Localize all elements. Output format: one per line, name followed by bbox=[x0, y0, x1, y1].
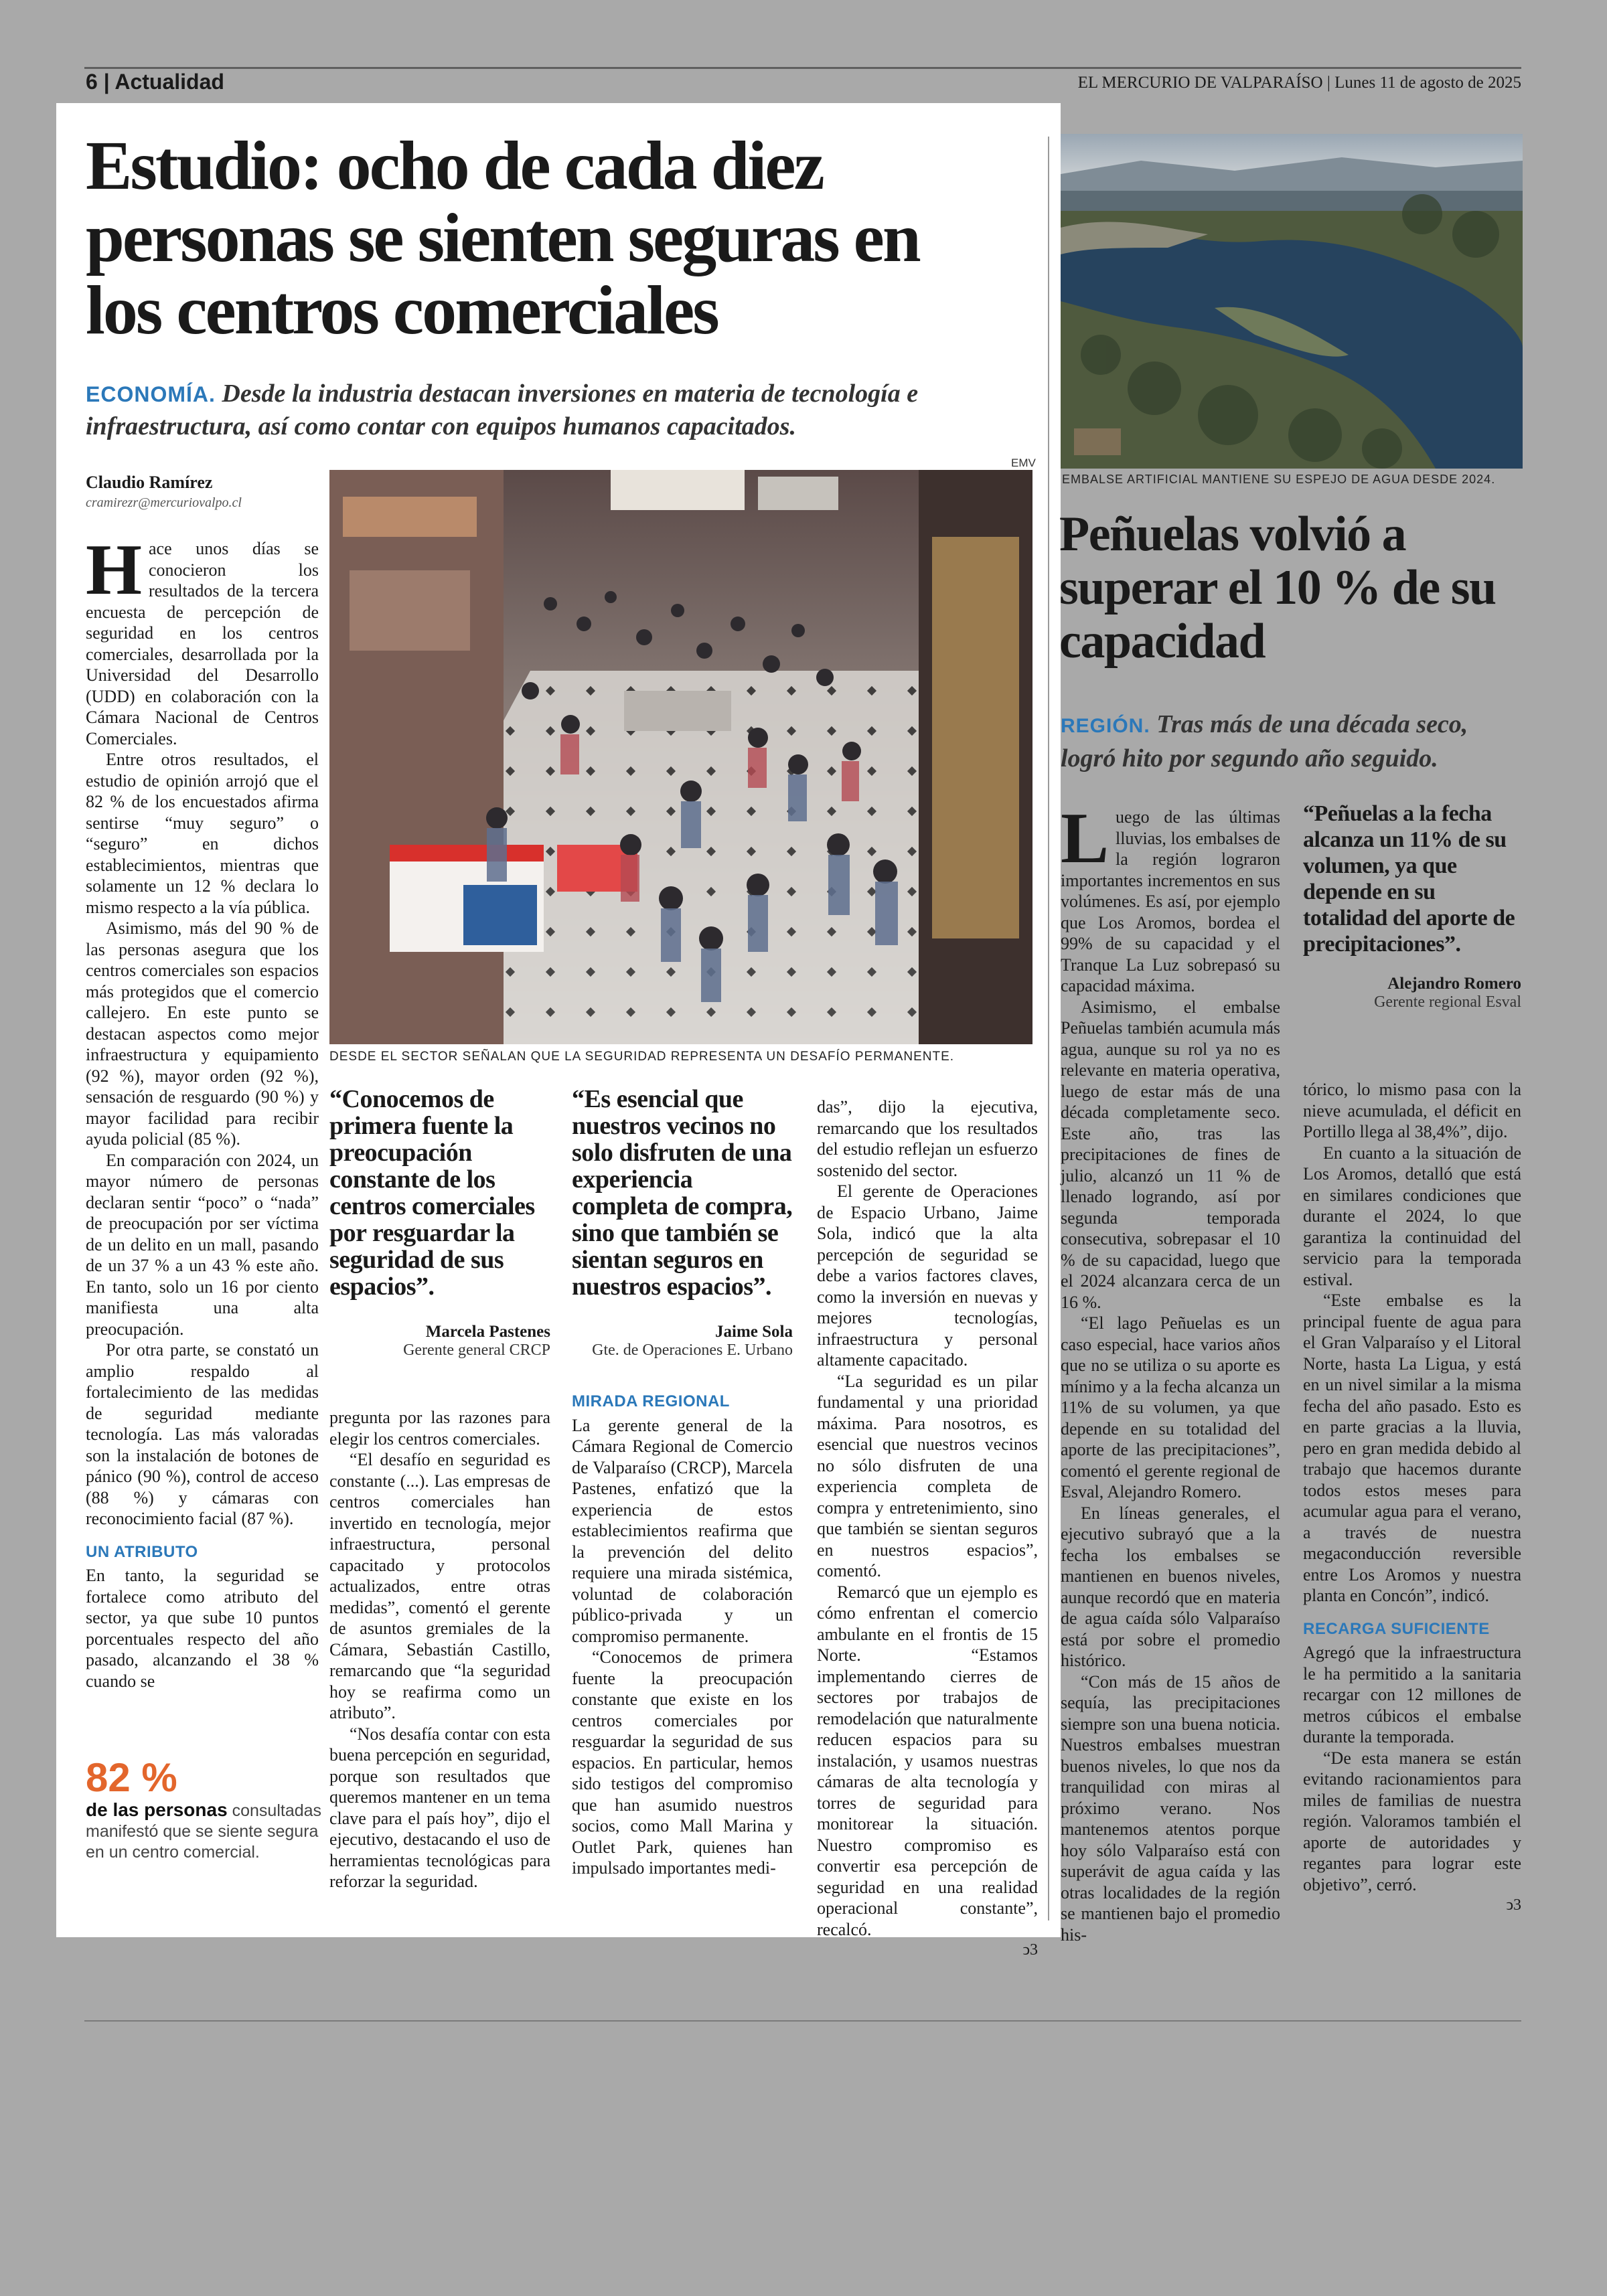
main-paragraph: Asimismo, más del 90 % de las personas asegura que los centros comerciales son espacios más protegidos que el comercio callejero. En este punto se destacan aspectos como mejor infraestructura y equipamiento (92 %), mayor orden (92 %), sensación de resguardo (90 %) y mayor facilidad para recibir ayuda policial (85 %). bbox=[86, 918, 319, 1149]
pull-quote-text: “Conocemos de primera fuente la preocupación constante de los centros comerciales por resguardar la seguridad de sus espacios”. bbox=[329, 1085, 535, 1301]
column-divider bbox=[1048, 137, 1049, 1920]
main-paragraph: “Conocemos de primera fuente la preocupación constante que existe en los centros comerciales por resguardar la seguridad de sus espacios. En particular, hemos sido testigos del compromiso que han asumido nuestros socios, como Mall Marina y Outlet Park, quienes han impulsado importantes medi- bbox=[572, 1647, 793, 1878]
main-paragraph: Entre otros resultados, el estudio de opinión arrojó que el 82 % de los encuestados afirma sentirse “muy seguro” o “seguro” en dichos establecimientos, mientras que solamente un 12 % declara lo mismo respecto a la vía pública. bbox=[86, 750, 319, 917]
main-lead bbox=[86, 378, 1023, 442]
side-headline: Peñuelas volvió a superar el 10 % de su capacidad bbox=[1059, 507, 1496, 669]
side-pull-quote-text: “Peñuelas a la fecha alcanza un 11% de su volumen, ya que depende en su totalidad del aporte de precipitaciones”. bbox=[1303, 801, 1515, 957]
folio-separator: | bbox=[103, 70, 115, 94]
side-end-mark: ↄ3 bbox=[1506, 1896, 1521, 1914]
main-article bbox=[56, 103, 1061, 1959]
main-paragraph: “Nos desafía contar con esta buena percepción en seguridad, porque son resultados que queremos mantener en un tema clave para el país hoy”, dijo el ejecutivo, destacando el uso de herramientas tecnológicas para reforzar la seguridad. bbox=[329, 1724, 550, 1891]
side-paragraph: En cuanto a la situación de Los Aromos, detalló que está en similares condiciones que durante el 2024, lo que garantiza la continuidad del servicio para la temporada estival. bbox=[1303, 1143, 1521, 1289]
side-paragraph: Agregó que la infraestructura le ha permitido a la sanitaria recargar con 12 millones de metros cúbicos el embalse durante la temporada. bbox=[1303, 1643, 1521, 1746]
side-paragraph: tórico, lo mismo pasa con la nieve acumulada, el déficit en Portillo llega al 38,4%”, dijo. bbox=[1303, 1080, 1521, 1141]
author-name: Claudio Ramírez bbox=[86, 473, 213, 492]
main-paragraph: Por otra parte, se constató un amplio respaldo al fortalecimiento de las medidas de seguridad mediante tecnología. Las más valoradas son la instalación de botones de pánico (90 %), control de acceso (88 %) y cámaras con reconocimiento facial (87 %). bbox=[86, 1340, 319, 1528]
side-paragraph: uego de las últimas lluvias, los embalses de la región lograron importantes incrementos en sus volúmenes. Es así, por ejemplo que Los Aromos, bordea el 99% de su capacidad y el Tranque La Luz sobrepasó su capacidad máxima. bbox=[1061, 807, 1280, 995]
side-paragraph: En líneas generales, el ejecutivo subrayó que a la fecha los embalses se mantienen en buenos niveles, aunque recordó que en materia de agua caída sólo Valparaíso está por sobre el promedio histórico. bbox=[1061, 1503, 1280, 1670]
side-pull-quote bbox=[1303, 801, 1521, 1011]
main-paragraph: das”, dijo la ejecutiva, remarcando que los resultados del estudio reflejan un esfuerzo sostenido del sector. bbox=[817, 1097, 1038, 1180]
photo-credit: EMV bbox=[1011, 457, 1036, 469]
reservoir-aerial-image bbox=[1061, 134, 1523, 469]
side-paragraph: “Este embalse es la principal fuente de agua para el Gran Valparaíso y el Litoral Norte, hasta La Ligua, y está en un nivel similar a la misma fecha del año pasado. Esto es en parte gracias a la lluvia, pero en gran medida debido al trabajo que hacemos durante todos estos meses para acumular agua para el verano, a través de nuestra megaconducción reversible entre Los Aromos y nuestra planta en Concón”, indicó. bbox=[1303, 1291, 1521, 1605]
main-dropcap: H bbox=[86, 530, 143, 610]
masthead-line bbox=[1078, 74, 1521, 92]
mall-crowd-image bbox=[329, 470, 1032, 1044]
side-paragraph: “El lago Peñuelas es un caso especial, hace varios años que no se utiliza o su aporte es mínimo y a la fecha alcanza un 11% de su volumen, ya que depende en su totalidad del aporte de las precipitaciones”, comentó el gerente regional de Esval, Alejandro Romero. bbox=[1061, 1313, 1280, 1501]
main-paragraph: El gerente de Operaciones de Espacio Urbano, Jaime Sola, indicó que la alta percepción de seguridad se debe a varios factores claves, como la inversión en nuevas y mejores tecnologías, infraestructura y personal altamente capacitado. bbox=[817, 1181, 1038, 1370]
main-lead-text: Desde la industria destacan inversiones en materia de tecnología e infraestructura, así como contar con equipos humanos capacitados. bbox=[86, 380, 919, 440]
pull-quote-pastenes bbox=[329, 1086, 550, 1360]
main-kicker: ECONOMÍA. bbox=[86, 382, 216, 406]
masthead-separator: | bbox=[1326, 74, 1335, 92]
pull-quote-text: “Es esencial que nuestros vecinos no solo disfruten de una experiencia completa de compra, sino que también se sientan seguros en nuestros espacios”. bbox=[572, 1085, 793, 1301]
pull-quote-name: Marcela Pastenes bbox=[425, 1323, 550, 1341]
main-column-2 bbox=[329, 1407, 550, 1892]
main-column-4 bbox=[817, 1096, 1038, 1961]
main-headline: Estudio: ocho de cada diez personas se sienten seguras en los centros comerciales bbox=[86, 127, 919, 349]
side-kicker: REGIÓN. bbox=[1061, 715, 1150, 737]
page-number: 6 bbox=[86, 70, 98, 94]
side-dropcap: L bbox=[1061, 799, 1109, 878]
end-mark: ↄ3 bbox=[1022, 1941, 1038, 1959]
section-name: Actualidad bbox=[114, 70, 224, 94]
main-paragraph: La gerente general de la Cámara Regional de Comercio de Valparaíso (CRCP), Marcela Pastenes, enfatizó que la experiencia de estos establecimientos reafirma que la prevención del delito requiere una mirada sistémica, voluntad de colaboración público-privada y un compromiso permanente. bbox=[572, 1415, 793, 1646]
reservoir-photo bbox=[1061, 134, 1523, 469]
side-paragraph: “De esta manera se están evitando racionamientos para miles de familias de nuestra región. Valoramos también el aporte de autoridades y regantes para lograr este objetivo”, cerró. bbox=[1303, 1748, 1521, 1894]
side-lead-text: Tras más de una década seco, logró hito por segundo año seguido. bbox=[1061, 710, 1468, 772]
main-photo-caption: DESDE EL SECTOR SEÑALAN QUE LA SEGURIDAD REPRESENTA UN DESAFÍO PERMANENTE. bbox=[329, 1050, 955, 1064]
stat-text: consultadas manifestó que se siente segura en un centro comercial. bbox=[86, 1801, 322, 1862]
main-column-3 bbox=[572, 1391, 793, 1879]
side-pull-quote-name: Alejandro Romero bbox=[1387, 975, 1521, 993]
main-column-1 bbox=[86, 530, 319, 1692]
main-paragraph: En tanto, la seguridad se fortalece como atributo del sector, ya que sube 10 puntos porcentuales respecto del año pasado, alcanzando el 38 % cuando se bbox=[86, 1566, 319, 1691]
subhead-recarga-suficiente: RECARGA SUFICIENTE bbox=[1303, 1619, 1490, 1638]
side-lead bbox=[1061, 708, 1516, 774]
publication-name: EL MERCURIO DE VALPARAÍSO bbox=[1077, 74, 1323, 92]
side-pull-quote-role: Gerente regional Esval bbox=[1374, 993, 1521, 1011]
side-paragraph: Asimismo, el embalse Peñuelas también acumula más agua, aunque su rol ya no es relevante en materia operativa, luego de estar más de una década completamente seco. Este año, tras las precipitaciones de fines de julio, alcanzó un 11 % de llenado logrando, así por segunda temporada consecutiva, sobrepasar el 10 % de su capacidad, luego que el 2024 alcanzara cerca de un 16 %. bbox=[1061, 997, 1280, 1312]
subhead-mirada-regional: MIRADA REGIONAL bbox=[572, 1392, 730, 1410]
side-paragraph: “Con más de 15 años de sequía, las precipitaciones siempre son una buena noticia. Nuestros embalses muestran buenos niveles, lo que nos da tranquilidad con miras al próximo verano. Nos mantenemos atentos porque hoy sólo Valparaíso está con superávit de agua caída y las otras localidades de la región se mantienen bajo el promedio his- bbox=[1061, 1671, 1280, 1945]
side-column-1 bbox=[1061, 799, 1280, 1945]
side-column-2 bbox=[1303, 1079, 1521, 1916]
main-paragraph: En comparación con 2024, un mayor número de personas declaran sentir “poco” o “nada” de preocupación por ser víctima de un delito en un mall, pasando de un 37 % a un 43 % este año. En tanto, solo un 16 por ciento manifiesta una alta preocupación. bbox=[86, 1150, 319, 1339]
bottom-rule bbox=[84, 2020, 1521, 2022]
top-rule bbox=[84, 67, 1521, 69]
pull-quote-role: Gte. de Operaciones E. Urbano bbox=[592, 1341, 793, 1359]
publication-date: Lunes 11 de agosto de 2025 bbox=[1334, 74, 1521, 92]
byline bbox=[86, 473, 320, 511]
stat-bold: de las personas bbox=[86, 1799, 228, 1820]
side-photo-caption: EMBALSE ARTIFICIAL MANTIENE SU ESPEJO DE AGUA DESDE 2024. bbox=[1062, 473, 1496, 486]
author-email: cramirezr@mercuriovalpo.cl bbox=[86, 495, 242, 510]
stat-value: 82 % bbox=[86, 1755, 177, 1800]
main-paragraph: “La seguridad es un pilar fundamental y una prioridad máxima. Para nosotros, es esencial que nuestros vecinos no sólo disfruten de una experiencia completa de compra y entretenimiento, sino que también se sientan seguros en nuestros espacios”, comentó. bbox=[817, 1371, 1038, 1580]
stat-description bbox=[86, 1799, 327, 1863]
main-paragraph: ace unos días se conocieron los resultados de la tercera encuesta de percepción de seguridad en los centros comerciales, desarrollada por la Universidad del Desarrollo (UDD) en colaboración con la Cámara Nacional de Centros Comerciales. bbox=[86, 539, 319, 748]
pull-quote-sola bbox=[572, 1086, 793, 1360]
folio bbox=[86, 70, 224, 94]
stat-box bbox=[86, 1756, 327, 1863]
main-paragraph: Remarcó que un ejemplo es cómo enfrentan el comercio ambulante en el frontis de 15 Norte. “Estamos implementando cierres de sectores por trabajos de remodelación que naturalmente reducen espacios para su instalación, y usamos nuestras cámaras de alta tecnología y torres de seguridad para monitorear la situación. Nuestro compromiso es convertir esa percepción de seguridad en una realidad operacional constante”, recalcó. bbox=[817, 1582, 1038, 1939]
mall-photo bbox=[329, 470, 1032, 1044]
main-paragraph: “El desafío en seguridad es constante (...). Las empresas de centros comerciales han invertido en tecnología, mejor infraestructura, personal capacitado y protocolos actualizados, entre otras medidas”, comentó el gerente de asuntos gremiales de la Cámara, Sebastián Castillo, remarcando que “la seguridad hoy se reafirma como un atributo”. bbox=[329, 1450, 550, 1722]
main-paragraph: pregunta por las razones para elegir los centros comerciales. bbox=[329, 1408, 550, 1449]
pull-quote-role: Gerente general CRCP bbox=[403, 1341, 550, 1359]
pull-quote-name: Jaime Sola bbox=[715, 1323, 793, 1341]
subhead-un-atributo: UN ATRIBUTO bbox=[86, 1542, 198, 1561]
